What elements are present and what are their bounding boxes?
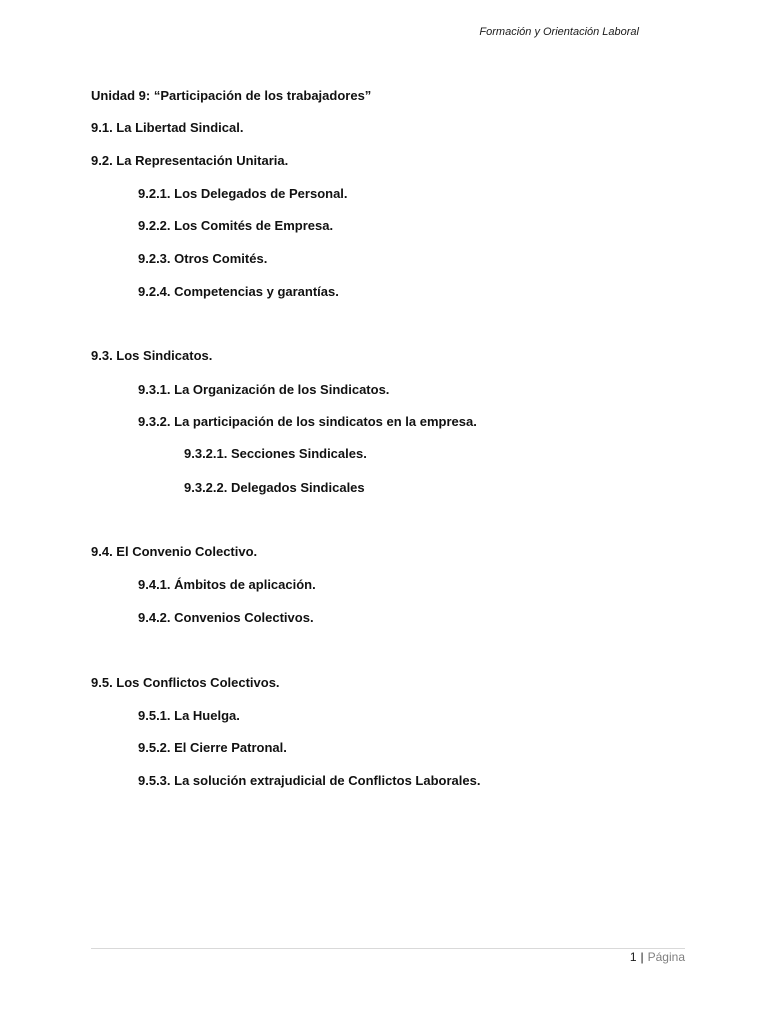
footer-divider bbox=[91, 948, 685, 949]
toc-item-9-4-1: 9.4.1. Ámbitos de aplicación. bbox=[138, 577, 316, 592]
toc-item-9-3-2-2: 9.3.2.2. Delegados Sindicales bbox=[184, 480, 365, 495]
toc-item-9-5-2: 9.5.2. El Cierre Patronal. bbox=[138, 740, 287, 755]
unit-title: Unidad 9: “Participación de los trabajadores” bbox=[91, 88, 372, 103]
toc-item-9-3-1: 9.3.1. La Organización de los Sindicatos. bbox=[138, 382, 390, 397]
toc-item-9-5-3: 9.5.3. La solución extrajudicial de Conflictos Laborales. bbox=[138, 773, 481, 788]
toc-item-9-5: 9.5. Los Conflictos Colectivos. bbox=[91, 675, 280, 690]
toc-item-9-2-3: 9.2.3. Otros Comités. bbox=[138, 251, 268, 266]
toc-item-9-5-1: 9.5.1. La Huelga. bbox=[138, 708, 240, 723]
toc-item-9-1: 9.1. La Libertad Sindical. bbox=[91, 120, 244, 135]
toc-item-9-2-4: 9.2.4. Competencias y garantías. bbox=[138, 284, 339, 299]
toc-item-9-3: 9.3. Los Sindicatos. bbox=[91, 348, 213, 363]
toc-item-9-2: 9.2. La Representación Unitaria. bbox=[91, 153, 289, 168]
toc-item-9-3-2-1: 9.3.2.1. Secciones Sindicales. bbox=[184, 446, 367, 461]
page-footer bbox=[630, 950, 685, 964]
page-number: 1 bbox=[629, 950, 637, 964]
footer-separator: | bbox=[640, 950, 644, 964]
toc-item-9-4-2: 9.4.2. Convenios Colectivos. bbox=[138, 610, 314, 625]
toc-item-9-3-2: 9.3.2. La participación de los sindicatos en la empresa. bbox=[138, 414, 477, 429]
toc-item-9-2-1: 9.2.1. Los Delegados de Personal. bbox=[138, 186, 348, 201]
toc-item-9-2-2: 9.2.2. Los Comités de Empresa. bbox=[138, 218, 334, 233]
toc-item-9-4: 9.4. El Convenio Colectivo. bbox=[91, 544, 258, 559]
page-label: Página bbox=[647, 950, 685, 964]
running-header: Formación y Orientación Laboral bbox=[479, 26, 639, 38]
